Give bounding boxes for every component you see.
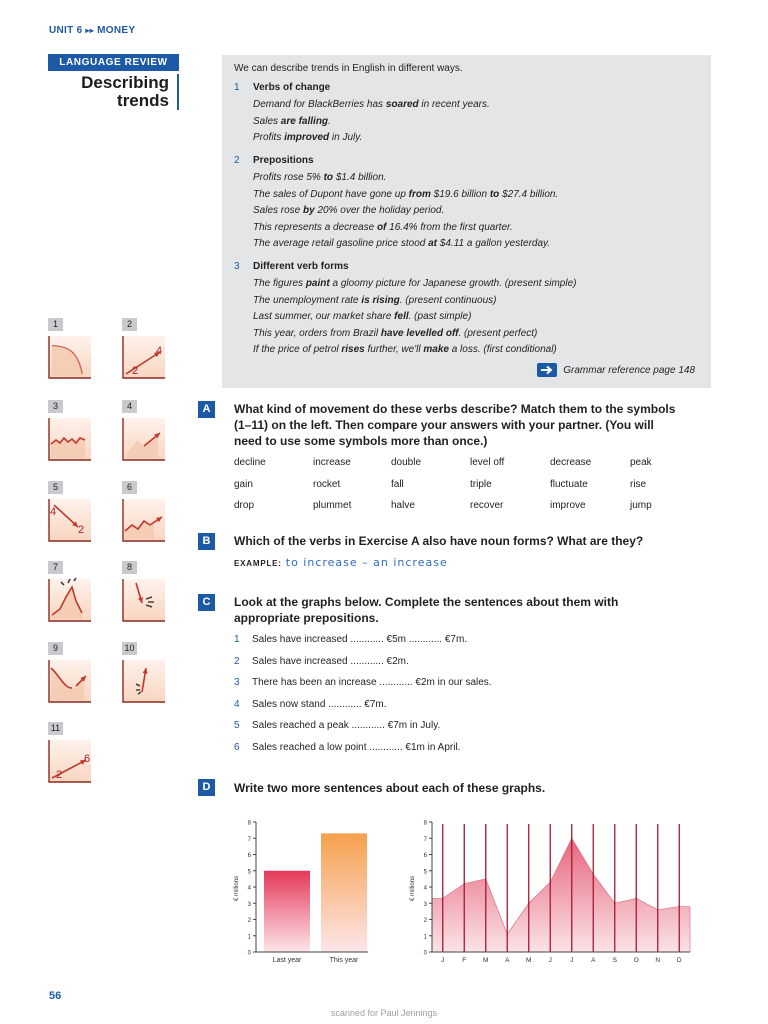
trend-graph-icon [48, 497, 92, 543]
sentence-fragment: . (present perfect) [458, 327, 538, 339]
sentence-fragment: 16.4% from the first quarter. [386, 221, 513, 233]
review-intro: We can describe trends in English in different ways. [234, 63, 463, 74]
trend-symbol [48, 722, 94, 786]
verb-item: increase [313, 457, 351, 468]
sentence-fragment: This represents a decrease [253, 221, 377, 233]
review-section [234, 155, 704, 258]
trend-graph-icon [122, 658, 166, 704]
data-point [571, 837, 573, 839]
key-phrase: is rising [361, 294, 400, 306]
trend-symbol [48, 481, 94, 545]
example-sentence [253, 238, 550, 249]
verb-item: decline [234, 457, 266, 468]
key-phrase: soared [385, 99, 419, 110]
gap-sentence [234, 677, 492, 688]
example-sentence [253, 116, 331, 127]
symbol-label: 2 [78, 524, 85, 536]
key-phrase: at [428, 238, 438, 249]
example-sentence [253, 311, 471, 322]
sentence-fragment: The figures [253, 278, 306, 289]
symbol-number: 5 [48, 481, 63, 494]
page-number: 56 [49, 990, 62, 1002]
review-section [234, 82, 704, 151]
section-heading: Different verb forms [253, 261, 349, 272]
key-phrase: are falling [280, 115, 329, 127]
section-number: 1 [234, 82, 240, 93]
area-series [432, 838, 690, 952]
section-number: 2 [234, 155, 240, 166]
language-review-badge: LANGUAGE REVIEW [48, 54, 179, 71]
symbol-number: 4 [122, 400, 137, 413]
sentence-fragment: . (past simple) [408, 311, 472, 322]
y-axis-label: € millions [410, 875, 416, 901]
area-chart [398, 812, 698, 972]
bar-chart [222, 812, 372, 972]
grammar-reference-link[interactable] [537, 363, 695, 377]
sentence-fragment: a loss. (first conditional) [448, 344, 557, 355]
verb-item: fall [391, 479, 404, 490]
verb-item: jump [630, 500, 652, 511]
trend-symbol [48, 561, 94, 625]
data-point [635, 898, 637, 900]
trend-graph-icon [48, 658, 92, 704]
sentence-number: 4 [234, 698, 240, 710]
sentence-text: Sales have increased ............ €2m. [252, 655, 409, 667]
key-phrase: of [376, 221, 387, 233]
review-section [234, 261, 704, 364]
trend-symbol [48, 318, 94, 382]
verb-item: fluctuate [550, 479, 588, 490]
trend-graph-icon [48, 416, 92, 462]
symbol-number: 8 [122, 561, 137, 574]
section-number: 3 [234, 261, 240, 272]
symbol-number: 10 [122, 642, 137, 655]
example-sentence [253, 295, 496, 306]
verb-item: rise [630, 479, 647, 490]
key-phrase: to [489, 188, 500, 200]
gap-sentence [234, 742, 460, 753]
key-phrase: have levelled off [380, 327, 459, 339]
trend-graph-icon [122, 497, 166, 543]
exercise-d-question: Write two more sentences about each of these graphs. [234, 781, 546, 795]
sentence-text: Sales have increased ............ €5m ............ €7m. [252, 634, 468, 645]
example-sentence [253, 344, 557, 355]
sentence-fragment: If the price of petrol [253, 344, 342, 355]
sentence-number: 1 [234, 634, 240, 645]
exercise-c-question: Look at the graphs below. Complete the sentences about them with appropriate prepositions. [234, 595, 619, 625]
sentence-fragment: in July. [329, 132, 363, 143]
trend-graph-icon [48, 577, 92, 623]
data-point [528, 902, 530, 904]
x-tick-label: M [526, 957, 532, 964]
x-tick-label: N [655, 957, 661, 964]
exercise-a-question: What kind of movement do these verbs describe? Match them to the symbols (1–11) on the left. Then compare your answers with your partner. (You will need to use some symbols more than once.) [234, 402, 676, 448]
sentence-fragment: . (present continuous) [399, 294, 497, 306]
sentence-text: Sales reached a low point ............ €1m in April. [252, 742, 461, 753]
verb-item: improve [550, 500, 586, 511]
exercise-b-question: Which of the verbs in Exercise A also have noun forms? What are they? [234, 534, 644, 548]
x-tick-label: M [483, 957, 489, 964]
data-point [678, 906, 680, 908]
sentence-fragment: $19.6 billion [430, 188, 490, 200]
gap-sentence [234, 699, 387, 710]
y-tick-label: 1 [423, 934, 427, 941]
y-tick-label: 3 [423, 901, 427, 908]
x-tick-label: O [633, 957, 639, 964]
symbol-number: 1 [48, 318, 63, 331]
x-tick-label: J [441, 957, 445, 964]
x-tick-label: J [548, 957, 552, 964]
trend-graph-icon [48, 738, 92, 784]
trend-symbol [122, 642, 168, 706]
x-tick-label: D [676, 957, 682, 964]
sentence-fragment: in recent years. [418, 99, 490, 110]
key-phrase: by [303, 205, 315, 216]
example-sentence [253, 99, 490, 110]
y-tick-label: 2 [423, 918, 427, 924]
scan-footer: scanned for Paul Jennings [330, 1008, 438, 1018]
example-sentence [253, 222, 513, 233]
y-axis-label: € millions [234, 875, 240, 901]
sentence-text: Sales now stand ............ €7m. [252, 698, 387, 710]
example-sentence [253, 328, 537, 339]
y-tick-label: 8 [247, 820, 251, 827]
y-tick-label: 0 [247, 950, 251, 957]
verb-item: recover [470, 500, 504, 511]
verb-item: plummet [313, 500, 352, 511]
x-tick-label: F [462, 957, 467, 964]
x-tick-label: J [570, 957, 574, 964]
exercise-c-letter: C [198, 594, 215, 611]
sentence-number: 3 [234, 677, 240, 689]
exercise-d-letter: D [198, 779, 215, 796]
y-tick-label: 2 [247, 918, 251, 924]
example-sentence [253, 278, 577, 289]
symbol-label: 2 [132, 365, 139, 377]
bar [321, 833, 367, 952]
exercise-b-example [234, 556, 448, 569]
symbol-number: 2 [122, 318, 137, 331]
exercise-b-letter: B [198, 533, 215, 550]
verb-item: gain [234, 479, 253, 490]
data-point [463, 883, 465, 885]
trend-symbol [122, 481, 168, 545]
trend-symbol [122, 561, 168, 625]
y-tick-label: 1 [247, 934, 251, 941]
unit-separator: ▸▸ [85, 26, 95, 35]
x-tick-label: A [591, 957, 596, 964]
y-tick-label: 7 [423, 836, 427, 843]
example-sentence [253, 205, 444, 216]
sentence-fragment: The sales of Dupont have gone up [253, 188, 409, 200]
sentence-fragment: Sales rose [253, 205, 304, 216]
sentence-number: 5 [234, 720, 240, 732]
verb-item: halve [391, 500, 415, 511]
symbol-number: 3 [48, 400, 63, 413]
gap-sentence [234, 634, 467, 645]
sentence-fragment: $27.4 billion. [499, 188, 559, 200]
y-tick-label: 4 [247, 885, 251, 892]
sentence-fragment: a gloomy picture for Japanese growth. (present simple) [329, 278, 577, 289]
sentence-fragment: The unemployment rate [253, 294, 362, 306]
y-tick-label: 5 [423, 869, 427, 876]
unit-section: MONEY [97, 25, 136, 36]
data-point [614, 902, 616, 904]
y-tick-label: 8 [423, 820, 427, 827]
trend-graph-icon [122, 577, 166, 623]
sentence-fragment: further, we'll [364, 344, 424, 355]
verb-item: level off [470, 457, 505, 468]
symbol-label: 6 [84, 753, 91, 765]
trend-graph-icon [122, 416, 166, 462]
example-sentence [253, 172, 386, 183]
example-label: EXAMPLE: [234, 559, 282, 568]
data-point [592, 873, 594, 875]
language-review-title [48, 74, 179, 110]
x-tick-label: S [612, 957, 617, 964]
key-phrase: fell [394, 311, 409, 322]
trend-symbol [122, 318, 168, 382]
key-phrase: rises [341, 344, 365, 355]
symbol-bg [123, 579, 165, 621]
example-text: to increase – an increase [285, 556, 448, 569]
sentence-fragment: This year, orders from Brazil [253, 327, 381, 339]
trend-graph-icon [48, 334, 92, 380]
symbol-number: 7 [48, 561, 63, 574]
unit-label: UNIT 6 [49, 25, 83, 36]
key-phrase: from [408, 188, 431, 200]
data-point [442, 898, 444, 900]
y-tick-label: 3 [247, 901, 251, 908]
trend-symbol [48, 642, 94, 706]
sentence-fragment: $4.11 a gallon yesterday. [437, 238, 551, 249]
arrow-right-icon [537, 363, 557, 377]
y-tick-label: 7 [247, 836, 251, 843]
sentence-fragment: Sales [253, 115, 281, 127]
example-sentence [253, 189, 558, 200]
symbol-label: 2 [56, 769, 63, 781]
symbol-number: 11 [48, 722, 63, 735]
data-point [657, 909, 659, 911]
verb-item: decrease [550, 457, 592, 468]
sentence-text: Sales reached a peak ............ €7m in July. [252, 720, 441, 732]
sentence-fragment: . [328, 115, 331, 127]
key-phrase: paint [305, 278, 330, 289]
trend-graph-icon [122, 334, 166, 380]
verb-item: rocket [313, 479, 341, 490]
grammar-reference-text: Grammar reference page 148 [563, 364, 695, 376]
key-phrase: improved [284, 132, 330, 143]
data-point [506, 933, 508, 935]
trend-symbol [48, 400, 94, 464]
sentence-fragment: Last summer, our market share [253, 311, 395, 322]
sentence-fragment: Demand for BlackBerries has [253, 99, 386, 110]
y-tick-label: 5 [247, 869, 251, 876]
sentence-number: 6 [234, 742, 240, 753]
gap-sentence [234, 720, 440, 731]
section-heading: Prepositions [253, 155, 314, 166]
y-tick-label: 6 [423, 853, 427, 859]
sentence-fragment: $1.4 billion. [333, 172, 387, 183]
data-point [485, 878, 487, 880]
section-heading: Verbs of change [253, 82, 331, 93]
example-sentence [253, 132, 362, 143]
y-tick-label: 6 [247, 853, 251, 859]
sentence-fragment: Profits [253, 132, 285, 143]
symbol-label: 4 [50, 506, 57, 518]
sentence-number: 2 [234, 655, 240, 667]
unit-header [49, 25, 135, 36]
bar [264, 871, 310, 952]
y-tick-label: 0 [423, 950, 427, 957]
sentence-fragment: The average retail gasoline price stood [253, 238, 429, 249]
x-tick-label: Last year [272, 957, 302, 964]
data-point [549, 881, 551, 883]
verb-item: triple [470, 479, 492, 490]
x-tick-label: This year [329, 957, 359, 964]
review-box [222, 55, 711, 388]
symbol-label: 4 [156, 345, 163, 357]
title-line-2: trends [117, 91, 169, 110]
title-line-1: Describing [81, 73, 169, 92]
y-tick-label: 4 [423, 885, 427, 892]
symbol-number: 9 [48, 642, 63, 655]
sentence-text: There has been an increase ............ €2m in our sales. [252, 677, 492, 689]
gap-sentence [234, 656, 409, 667]
exercise-a-letter: A [198, 401, 215, 418]
x-tick-label: A [505, 957, 510, 964]
key-phrase: make [423, 344, 449, 355]
sentence-fragment: 20% over the holiday period. [314, 205, 445, 216]
verb-item: drop [234, 500, 255, 511]
key-phrase: to [323, 172, 334, 183]
trend-symbol [122, 400, 168, 464]
sentence-fragment: Profits rose 5% [253, 172, 324, 183]
symbol-number: 6 [122, 481, 137, 494]
verb-item: peak [630, 457, 652, 468]
verb-item: double [391, 457, 422, 468]
